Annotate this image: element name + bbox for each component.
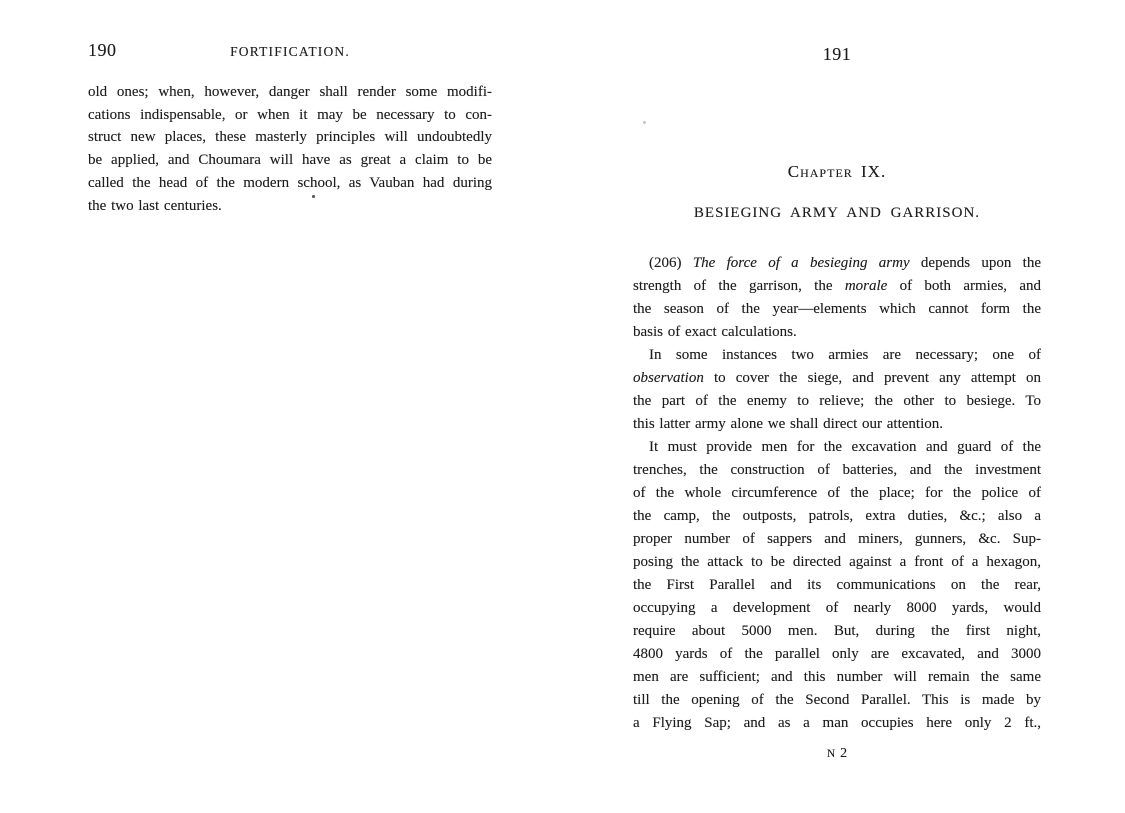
text-line — [88, 126, 492, 149]
text-line — [88, 195, 492, 218]
italic-text: morale — [844, 278, 888, 294]
text-line — [633, 436, 1041, 459]
text-line — [88, 149, 492, 172]
text-line — [88, 104, 492, 127]
body-text: strength of the garrison, the — [633, 278, 845, 294]
body-text: In some instances two armies are necessary; one of — [649, 347, 1041, 363]
text-line — [633, 574, 1041, 597]
body-text: a Flying Sap; and as a man occupies here only 2 ft., — [633, 715, 1041, 731]
text-line — [633, 666, 1041, 689]
body-text: It must provide men for the excavation and guard of the — [649, 439, 1041, 455]
running-header: FORTIFICATION. — [230, 44, 350, 59]
signature-number: 2 — [840, 746, 848, 761]
italic-text: observation — [633, 370, 704, 386]
text-line — [633, 689, 1041, 712]
body-text: struct new places, these masterly principles will undoubtedly — [88, 129, 492, 146]
body-text: the camp, the outposts, patrols, extra duties, &c.; also a — [633, 508, 1041, 524]
text-line — [633, 712, 1041, 735]
text-line — [633, 298, 1041, 321]
text-line — [633, 528, 1041, 551]
text-line — [88, 172, 492, 195]
page-number-right-wrap — [633, 45, 1041, 65]
body-text: (206) — [649, 255, 693, 271]
text-line — [633, 275, 1041, 298]
text-line — [633, 620, 1041, 643]
italic-text: The force of a besieging army — [692, 255, 910, 271]
body-text: trenches, the construction of batteries, and the investment — [633, 462, 1041, 478]
body-text: called the head of the modern school, as Vauban had during — [88, 174, 492, 191]
signature-mark — [633, 744, 1041, 762]
body-text: the First Parallel and its communications on the rear, — [633, 577, 1041, 593]
body-text: of the whole circumference of the place; for the police of — [633, 485, 1041, 501]
body-text: old ones; when, however, danger shall render some modifi- — [88, 84, 492, 100]
page-number-right: 191 — [822, 44, 852, 64]
body-text: 4800 yards of the parallel only are excavated, and 3000 — [633, 646, 1041, 662]
body-text: require about 5000 men. But, during the first night, — [633, 623, 1041, 639]
chapter-title: BESIEGING ARMY AND GARRISON. — [693, 205, 981, 221]
body-text: cations indispensable, or when it may be necessary to con- — [88, 106, 492, 123]
right-text-block — [633, 252, 1041, 735]
text-line — [633, 482, 1041, 505]
body-text: the two last centuries. — [88, 197, 222, 214]
text-line — [633, 643, 1041, 666]
body-text: to cover the siege, and prevent any attempt on — [703, 370, 1041, 386]
text-line — [633, 597, 1041, 620]
text-line — [633, 413, 1041, 436]
body-text: be applied, and Choumara will have as great a claim to be — [88, 152, 492, 169]
text-line — [633, 252, 1041, 275]
left-text-block — [88, 81, 492, 217]
text-line — [633, 344, 1041, 367]
scan-speck — [312, 195, 315, 198]
body-text: posing the attack to be directed against a front of a hexagon, — [633, 554, 1041, 570]
text-line — [88, 81, 492, 104]
body-text: basis of exact calculations. — [633, 324, 797, 340]
text-line — [633, 505, 1041, 528]
body-text: the season of the year—elements which cannot form the — [633, 301, 1041, 317]
body-text: occupying a development of nearly 8000 yards, would — [633, 600, 1041, 616]
body-text: till the opening of the Second Parallel. This is made by — [633, 692, 1041, 708]
signature-letter: N — [826, 748, 837, 760]
body-text: of both armies, and — [887, 278, 1042, 294]
text-line — [633, 459, 1041, 482]
body-text: depends upon the — [909, 255, 1042, 271]
text-line — [633, 551, 1041, 574]
page-number-left: 190 — [88, 40, 117, 60]
body-text: proper number of sappers and miners, gunners, &c. Sup- — [633, 531, 1041, 547]
scan-speck — [643, 121, 646, 124]
body-text: the part of the enemy to relieve; the other to besiege. To — [633, 393, 1041, 409]
chapter-heading: Chapter IX. — [787, 162, 887, 181]
text-line — [633, 390, 1041, 413]
body-text: this latter army alone we shall direct our attention. — [633, 416, 943, 432]
text-line — [633, 321, 1041, 344]
text-line — [633, 367, 1041, 390]
body-text: men are sufficient; and this number will remain the same — [633, 669, 1041, 685]
